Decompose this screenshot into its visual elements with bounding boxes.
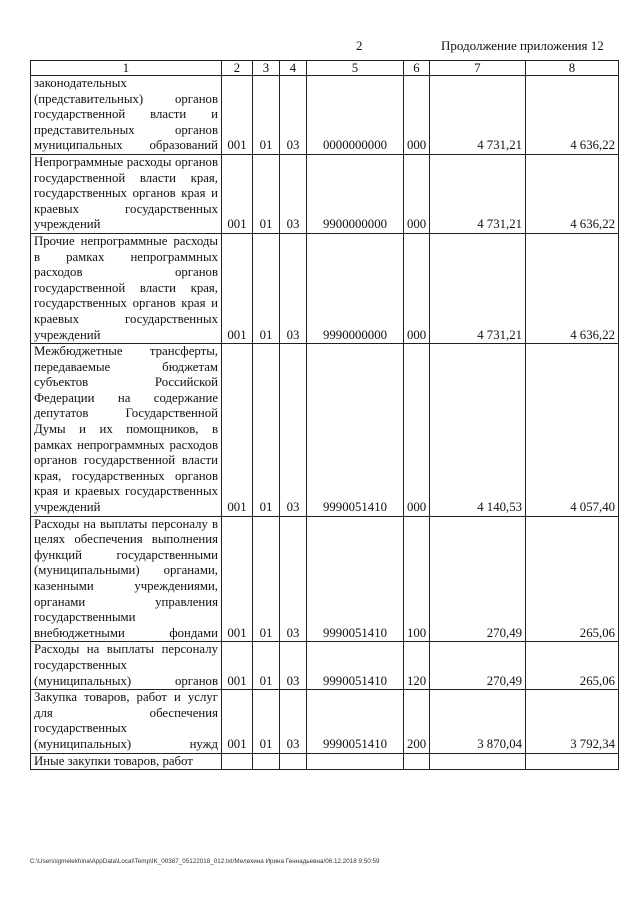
cell-admin-code: 001 [222, 690, 253, 753]
cell-amount-8: 265,06 [526, 642, 619, 690]
cell-amount-7: 4 731,21 [430, 154, 526, 233]
cell-amount-7: 4 731,21 [430, 76, 526, 155]
cell-amount-8 [526, 753, 619, 770]
cell-expense-type: 000 [404, 233, 430, 343]
cell-section: 01 [253, 154, 280, 233]
row-name: Непрограммные расходы органов государственной власти края, государственных органов края и краевых государственных учреждений [31, 154, 222, 233]
cell-amount-7 [430, 753, 526, 770]
row-name: Прочие непрограммные расходы в рамках непрограммных расходов органов государственной власти края, государственных органов края и краевых государственных учреждений [31, 233, 222, 343]
cell-subsection: 03 [280, 344, 307, 517]
cell-subsection [280, 753, 307, 770]
cell-amount-8: 4 636,22 [526, 233, 619, 343]
cell-admin-code: 001 [222, 516, 253, 642]
cell-target-code: 9990051410 [307, 690, 404, 753]
cell-subsection: 03 [280, 516, 307, 642]
cell-target-code: 9990051410 [307, 516, 404, 642]
table-row [31, 154, 619, 233]
cell-target-code: 0000000000 [307, 76, 404, 155]
column-header: 6 [404, 61, 430, 76]
file-path-footer: C:\Users\igmelekhina\AppData\Local\Temp\IK_00387_05122018_012.txt/Мелехина Ирина Геннадьевна/06.12.2018 9:50:59 [30, 858, 380, 865]
cell-subsection: 03 [280, 642, 307, 690]
cell-admin-code: 001 [222, 76, 253, 155]
row-name: Иные закупки товаров, работ [31, 753, 222, 770]
cell-amount-7: 270,49 [430, 516, 526, 642]
cell-section: 01 [253, 642, 280, 690]
table-row [31, 233, 619, 343]
cell-expense-type: 100 [404, 516, 430, 642]
column-header: 3 [253, 61, 280, 76]
cell-admin-code: 001 [222, 642, 253, 690]
continuation-title: Продолжение приложения 12 [441, 38, 604, 53]
budget-table [30, 60, 619, 770]
cell-amount-8: 4 636,22 [526, 76, 619, 155]
column-header: 5 [307, 61, 404, 76]
cell-amount-8: 4 057,40 [526, 344, 619, 517]
column-header: 1 [31, 61, 222, 76]
column-header: 2 [222, 61, 253, 76]
cell-amount-8: 265,06 [526, 516, 619, 642]
cell-section: 01 [253, 233, 280, 343]
cell-amount-7: 270,49 [430, 642, 526, 690]
cell-subsection: 03 [280, 76, 307, 155]
row-name: Закупка товаров, работ и услуг для обеспечения государственных (муниципальных) нужд [31, 690, 222, 753]
cell-target-code: 9990051410 [307, 642, 404, 690]
table-row [31, 690, 619, 753]
cell-section: 01 [253, 516, 280, 642]
column-header: 4 [280, 61, 307, 76]
row-name: Межбюджетные трансферты, передаваемые бюджетам субъектов Российской Федерации на содержание депутатов Государственной Думы и их помощников, в рамках непрограммных расходов органов государственной власти края, государственных органов края и краевых государственных учреждений [31, 344, 222, 517]
cell-admin-code: 001 [222, 344, 253, 517]
cell-subsection: 03 [280, 690, 307, 753]
column-number-row [31, 61, 619, 76]
cell-target-code: 9990051410 [307, 344, 404, 517]
row-name: Расходы на выплаты персоналу в целях обеспечения выполнения функций государственными (муниципальными) органами, казенными учреждениями, органами управления государственными внебюджетными фондами [31, 516, 222, 642]
cell-subsection: 03 [280, 233, 307, 343]
cell-section: 01 [253, 344, 280, 517]
cell-expense-type: 000 [404, 344, 430, 517]
page-number: 2 [356, 38, 363, 53]
table-row [31, 642, 619, 690]
cell-target-code [307, 753, 404, 770]
cell-expense-type: 120 [404, 642, 430, 690]
cell-section: 01 [253, 690, 280, 753]
cell-expense-type [404, 753, 430, 770]
cell-target-code: 9900000000 [307, 154, 404, 233]
cell-subsection: 03 [280, 154, 307, 233]
cell-admin-code: 001 [222, 154, 253, 233]
table-row [31, 753, 619, 770]
cell-amount-8: 4 636,22 [526, 154, 619, 233]
column-header: 7 [430, 61, 526, 76]
cell-target-code: 9990000000 [307, 233, 404, 343]
row-name: Расходы на выплаты персоналу государственных (муниципальных) органов [31, 642, 222, 690]
cell-expense-type: 200 [404, 690, 430, 753]
cell-expense-type: 000 [404, 76, 430, 155]
cell-amount-8: 3 792,34 [526, 690, 619, 753]
row-name: законодательных (представительных) органов государственной власти и представительных органов муниципальных образований [31, 76, 222, 155]
table-row [31, 516, 619, 642]
cell-expense-type: 000 [404, 154, 430, 233]
cell-amount-7: 3 870,04 [430, 690, 526, 753]
cell-admin-code [222, 753, 253, 770]
cell-amount-7: 4 731,21 [430, 233, 526, 343]
column-header: 8 [526, 61, 619, 76]
cell-admin-code: 001 [222, 233, 253, 343]
table-row [31, 344, 619, 517]
cell-section: 01 [253, 76, 280, 155]
cell-amount-7: 4 140,53 [430, 344, 526, 517]
cell-section [253, 753, 280, 770]
table-row [31, 76, 619, 155]
